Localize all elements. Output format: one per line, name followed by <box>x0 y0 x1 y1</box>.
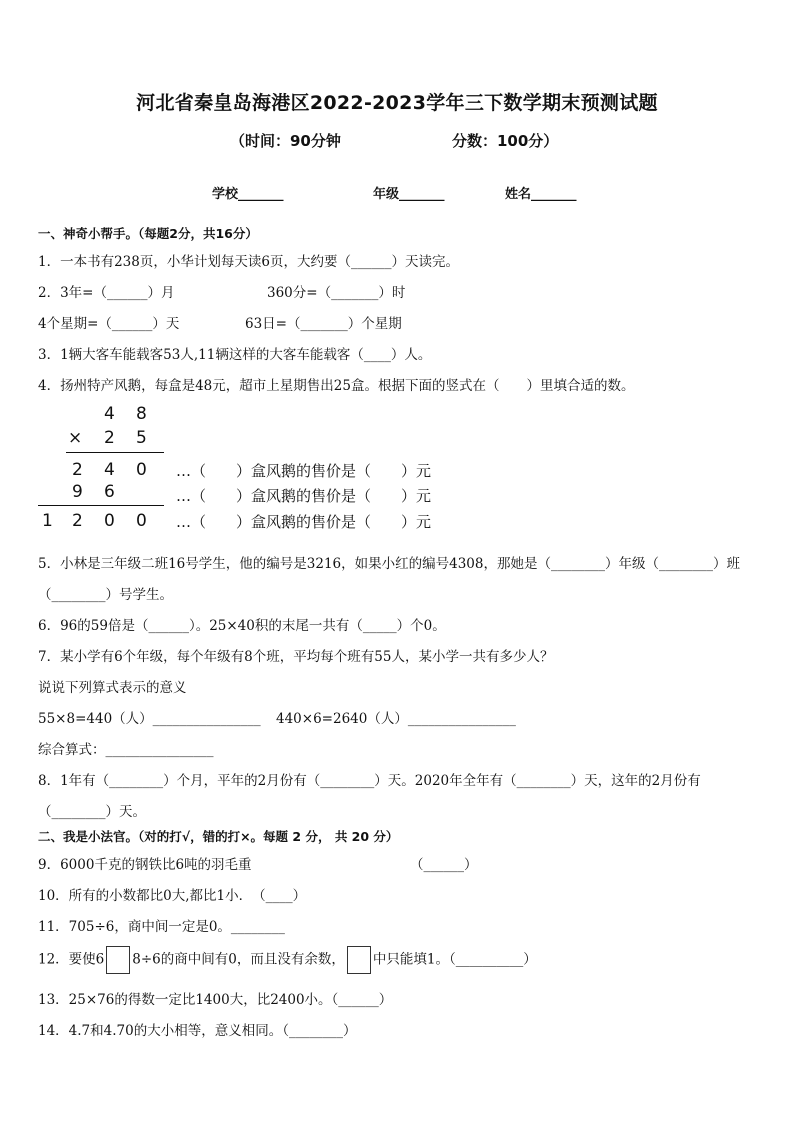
digit: 5 <box>136 428 147 448</box>
question-12-prefix: 12．要使6 <box>38 951 105 968</box>
rule-line <box>66 452 164 453</box>
exam-score: 分数：100分） <box>452 132 559 150</box>
annotation-row-2: …（ ）盒风鹅的售价是（ ）元 <box>176 487 432 505</box>
page-title: 河北省秦皇岛海港区2022-2023学年三下数学期末预测试题 <box>136 92 658 114</box>
question-7-prompt: 说说下列算式表示的意义 <box>38 680 187 696</box>
section-1-heading: 一、神奇小帮手。（每题2分，共16分） <box>38 226 258 241</box>
section-2-heading: 二、我是小法官。（对的打√，错的打×。每题 2 分， 共 20 分） <box>38 829 399 844</box>
digit-box[interactable] <box>106 946 130 974</box>
annotation-row-3: …（ ）盒风鹅的售价是（ ）元 <box>176 513 432 531</box>
multiply-sign: × <box>68 428 83 448</box>
question-2b: 360分=（_______）时 <box>267 285 406 301</box>
question-2c: 4个星期=（______）天 <box>38 316 180 332</box>
question-7-combined: 综合算式：________________ <box>38 742 214 758</box>
digit: 4 <box>104 404 115 424</box>
question-8b: （________）天。 <box>38 804 146 820</box>
digit: 0 <box>104 511 115 531</box>
question-10: 10．所有的小数都比0大,都比1小． （____） <box>38 888 307 904</box>
vertical-multiplication <box>38 404 478 536</box>
question-2d: 63日=（_______）个星期 <box>245 316 402 332</box>
grade-field: 年级_______ <box>373 187 445 202</box>
school-field: 学校_______ <box>212 187 284 202</box>
question-7-expr-2: 440×6=2640（人）________________ <box>276 711 516 727</box>
digit: 2 <box>72 460 83 480</box>
digit: 0 <box>136 511 147 531</box>
digit-box[interactable] <box>347 946 371 974</box>
question-8a: 8．1年有（________）个月，平年的2月份有（________）天。2020年全年有（________）天，这年的2月份有 <box>38 773 701 789</box>
question-12 <box>38 946 537 974</box>
question-9: 9．6000千克的钢铁比6吨的羽毛重 <box>38 857 252 873</box>
question-11: 11．705÷6，商中间一定是0。________ <box>38 919 285 935</box>
question-1: 1．一本书有238页，小华计划每天读6页，大约要（______）天读完。 <box>38 254 459 270</box>
digit: 6 <box>104 482 115 502</box>
rule-line <box>38 505 164 506</box>
question-2a: 2．3年=（______）月 <box>38 285 175 301</box>
digit: 4 <box>104 460 115 480</box>
question-12-suffix: 中只能填1。（__________） <box>372 951 537 968</box>
digit: 2 <box>72 511 83 531</box>
question-3: 3．1辆大客车能载客53人,11辆这样的大客车能载客（____）人。 <box>38 347 432 363</box>
name-field: 姓名_______ <box>505 187 577 202</box>
digit: 8 <box>136 404 147 424</box>
question-7-expr-1: 55×8=440（人）________________ <box>38 711 261 727</box>
digit: 0 <box>136 460 147 480</box>
question-9-blank: （______） <box>410 857 478 873</box>
question-13: 13．25×76的得数一定比1400大，比2400小。（______） <box>38 992 393 1008</box>
question-4: 4．扬州特产风鹅，每盒是48元，超市上星期售出25盒。根据下面的竖式在（ ）里填合适的数。 <box>38 378 635 394</box>
annotation-row-1: …（ ）盒风鹅的售价是（ ）元 <box>176 462 432 480</box>
question-7: 7．某小学有6个年级，每个年级有8个班，平均每个班有55人，某小学一共有多少人？ <box>38 649 554 665</box>
question-5a: 5．小林是三年级二班16号学生，他的编号是3216，如果小红的编号4308，那她是（________）年级（________）班 <box>38 556 740 572</box>
question-5b: （________）号学生。 <box>38 587 173 603</box>
question-6: 6．96的59倍是（______）。25×40积的末尾一共有（_____）个0。 <box>38 618 446 634</box>
question-14: 14．4.7和4.70的大小相等，意义相同。（________） <box>38 1023 357 1039</box>
digit: 2 <box>104 428 115 448</box>
digit: 1 <box>42 511 53 531</box>
question-12-middle: 8÷6的商中间有0，而且没有余数， <box>132 951 345 968</box>
exam-time: （时间：90分钟 <box>230 132 341 150</box>
digit: 9 <box>72 482 83 502</box>
